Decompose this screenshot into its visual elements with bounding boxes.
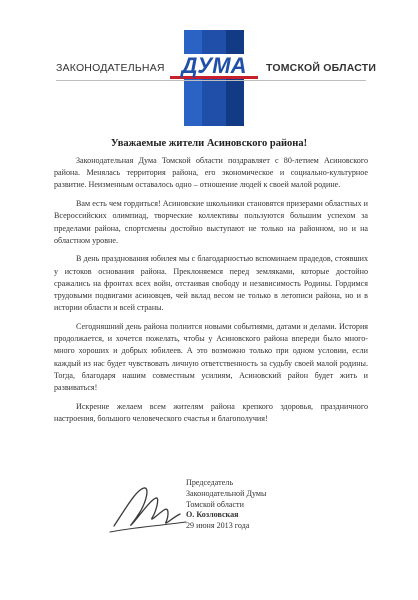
paragraph: Сегодняшний день района полнится новыми событиями, датами и делами. История продолжается, и хочется пожелать, чтобы у Асиновского района впереди было много-много хороших и добрых юбилеев. А это возможно только при одном условии, если каждый из нас будет чувствовать личную ответственность за судьбу своей малой родины. Тогда, благодаря нашим совместным усилиям, Асиновский район будет жить и развиваться! xyxy=(54,321,368,392)
header-divider xyxy=(56,80,366,81)
letter-title: Уважаемые жители Асиновского района! xyxy=(110,138,308,149)
header-right-text: ТОМСКОЙ ОБЛАСТИ xyxy=(266,62,377,74)
paragraph: В день празднования юбилея мы с благодарностью вспоминаем прадедов, стоявших у истоков основания района. Преклоняемся перед земляками, которые достойно сражались на фронтах всех войн, отстаивая свободу и независимость Родины. Гордимся трудовыми подвигами асиновцев, чей вклад весом не только в летописи района, но и в истории области и всей страны. xyxy=(54,254,368,313)
logo-text: ДУМА xyxy=(181,53,247,78)
paragraph: Искренне желаем всем жителям района крепкого здоровья, праздничного настроения, большого человеческого счастья и благополучия! xyxy=(54,401,368,423)
signature-org-line1: Законодательной Думы xyxy=(186,488,267,498)
duma-logo xyxy=(170,30,258,126)
header-left-text: ЗАКОНОДАТЕЛЬНАЯ xyxy=(56,62,165,74)
signature-date: 29 июня 2013 года xyxy=(186,521,250,531)
handwritten-signature xyxy=(106,478,188,540)
paragraph: Вам есть чем гордиться! Асиновские школьники становятся призерами областных и Всероссийских олимпиад, творческие коллективы пользуются большим успехом за пределами района, спортсмены достойно выступают не только на районном, но и на областном уровне. xyxy=(54,199,368,245)
signature-org-line2: Томской области xyxy=(186,499,244,509)
letter-body xyxy=(54,155,368,432)
signature-block xyxy=(186,478,366,532)
signature-name: О. Козловская xyxy=(186,510,239,520)
paragraph: Законодательная Дума Томской области поздравляет с 80-летием Асиновского района. Менялась территория района, его экономическое и социально-культурное развитие. Неизменным оставалось одно – отношение людей к своей малой родине. xyxy=(54,156,368,190)
signature-position: Председатель xyxy=(186,478,234,487)
